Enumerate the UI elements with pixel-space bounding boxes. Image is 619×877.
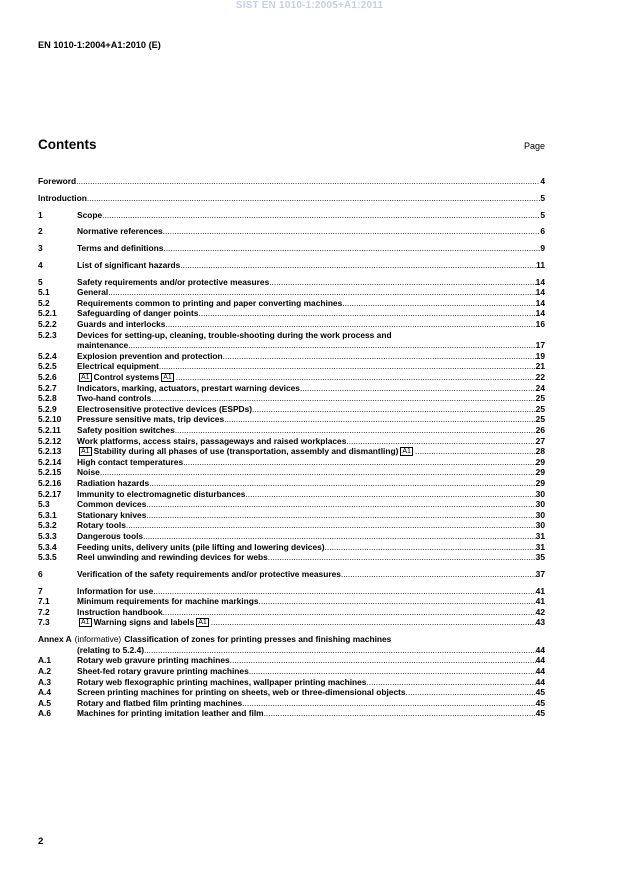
toc-entry[interactable] (38, 393, 545, 404)
toc-entry-page: 11 (536, 259, 545, 270)
dot-leader (183, 457, 536, 468)
dot-leader (415, 446, 536, 457)
toc-entry-title-wrap (77, 489, 536, 500)
toc-entry-page: 22 (535, 372, 545, 383)
toc-entry-page: 25 (535, 414, 545, 425)
dot-leader (151, 393, 535, 404)
toc-entry-title-wrap (77, 446, 536, 457)
toc-entry-title-wrap (77, 586, 536, 597)
dot-leader (325, 542, 536, 553)
toc-entry[interactable] (38, 520, 545, 531)
toc-entry-title: Work platforms, access stairs, passageways and raised workplaces (77, 435, 347, 446)
toc-entry-title-wrap (77, 414, 536, 425)
dot-leader (76, 176, 540, 187)
dot-leader (198, 308, 535, 319)
toc-entry-number: 5.1 (38, 287, 50, 298)
toc-entry-title: Introduction (38, 192, 87, 203)
toc-entry-title-wrap (77, 393, 536, 404)
toc-entry-number: 5.2 (38, 297, 50, 308)
toc-entry-number: 5.2.5 (38, 361, 57, 372)
annex-informative: (informative) (74, 634, 122, 645)
toc-entry[interactable] (38, 193, 545, 204)
toc-entry-title: Noise (77, 467, 100, 478)
dot-leader (264, 708, 536, 719)
toc-entry-page: 14 (535, 308, 545, 319)
toc-entry[interactable] (38, 457, 545, 468)
toc-entry-title-wrap (77, 330, 545, 341)
toc-entry[interactable] (38, 687, 545, 698)
amendment-mark-icon: A1 (402, 448, 411, 456)
toc-entry-page: 25 (535, 403, 545, 414)
toc-entry-page: 30 (535, 509, 545, 520)
toc-entry[interactable] (38, 617, 545, 628)
toc-entry-title (77, 617, 211, 628)
toc-entry-number: A.1 (38, 655, 52, 666)
toc-entry-title: Scope (77, 209, 103, 220)
toc-entry-title: Electrosensitive protective devices (ESPDs) (77, 403, 253, 414)
toc-entry-page: 45 (535, 708, 545, 719)
toc-entry-page: 44 (535, 666, 545, 677)
toc-entry-page: 28 (535, 446, 545, 457)
toc-entry-title: Minimum requirements for machine markings (77, 596, 259, 607)
toc-entry-number: 5.2.6 (38, 372, 57, 383)
toc-entry-title-wrap (77, 260, 536, 271)
toc-entry-number: A.3 (38, 676, 52, 687)
toc-entry-page: 14 (535, 287, 545, 298)
toc-entry[interactable] (38, 478, 545, 489)
toc-entry-title-wrap (77, 569, 536, 580)
toc-entry[interactable] (38, 698, 545, 709)
toc-entry-title: Instruction handbook (77, 606, 163, 617)
toc-entry-number: A.6 (38, 708, 52, 719)
toc-entry-title-wrap (77, 404, 536, 415)
toc-entry-title-wrap (77, 698, 536, 709)
toc-entry-title: List of significant hazards (77, 259, 181, 270)
toc-entry-title: Immunity to electromagnetic disturbances (77, 488, 246, 499)
toc-entry-title: Information for use (77, 585, 154, 596)
toc-entry-page: 24 (535, 382, 545, 393)
dot-leader (146, 510, 535, 521)
toc-entry-page: 5 (540, 192, 545, 203)
dot-leader (366, 677, 535, 688)
toc-entry-title-wrap (77, 499, 536, 510)
toc-entry[interactable] (38, 552, 545, 563)
toc-entry-title-wrap (77, 467, 536, 478)
toc-entry-title: Normative references (77, 226, 163, 237)
toc-entry-title-wrap (77, 677, 536, 688)
toc-entry-page: 37 (535, 568, 545, 579)
toc-entry-title: Dangerous tools (77, 530, 144, 541)
toc-entry-title: Pressure sensitive mats, trip devices (77, 414, 225, 425)
toc-entry-number: 5.2.8 (38, 393, 57, 404)
toc-entry-page: 31 (535, 541, 545, 552)
toc-entry[interactable] (38, 372, 545, 383)
dot-leader (163, 226, 541, 237)
toc-entry-title-wrap (77, 298, 536, 309)
dot-leader (108, 287, 535, 298)
toc-entry-title: Reel unwinding and rewinding devices for webs (77, 552, 268, 563)
toc-entry[interactable] (38, 277, 545, 288)
toc-entry-number: 5.3.1 (38, 509, 57, 520)
toc-entry-title-wrap (77, 277, 536, 288)
dot-leader (176, 372, 536, 383)
toc-entry-number: 5.2.9 (38, 403, 57, 414)
toc-entry[interactable] (38, 414, 545, 425)
page-column-label: Page (523, 141, 545, 151)
toc-entry-number: 5.2.12 (38, 435, 62, 446)
toc-entry-page: 29 (535, 477, 545, 488)
toc-entry-title (77, 372, 176, 383)
toc-entry-title-wrap (77, 687, 536, 698)
toc-entry-title: Feeding units, delivery units (pile lifting and lowering devices) (77, 541, 325, 552)
toc-entry[interactable] (38, 542, 545, 553)
dot-leader (87, 193, 540, 204)
dot-leader (406, 687, 536, 698)
amendment-mark-icon: A1 (198, 619, 207, 627)
toc-entry-page: 26 (535, 425, 545, 435)
toc-entry-number: 5.2.15 (38, 467, 62, 478)
toc-entry-title-wrap (77, 210, 540, 221)
toc-entry-page: 35 (535, 552, 545, 563)
toc-entry[interactable] (38, 586, 545, 597)
toc-entry-page: 29 (535, 456, 545, 467)
dot-leader (211, 617, 536, 628)
toc-entry-number: 5.3.5 (38, 552, 57, 563)
toc-entry[interactable] (38, 425, 545, 436)
dot-leader (249, 666, 536, 677)
dot-leader (163, 607, 536, 618)
toc-entry-title-wrap (77, 617, 536, 628)
toc-entry-page: 25 (535, 393, 545, 404)
toc-entry-title-wrap (77, 319, 536, 330)
watermark: SIST EN 1010-1:2005+A1:2011 (235, 0, 384, 11)
toc-entry-page: 30 (535, 520, 545, 531)
toc-entry[interactable] (38, 499, 545, 510)
toc-entry-title: General (77, 287, 109, 298)
dot-leader (245, 489, 535, 500)
toc-entry-page: 43 (535, 617, 545, 628)
toc-entry[interactable] (38, 569, 545, 580)
toc-entry-number: 5.2.17 (38, 488, 62, 499)
toc-entry-title: Rotary web flexographic printing machines, wallpaper printing machines (77, 676, 367, 687)
toc-entry-title-wrap (77, 478, 536, 489)
toc-entry[interactable] (38, 361, 545, 372)
annex-label: Annex A (38, 634, 72, 645)
dot-leader (269, 277, 535, 288)
toc-entry-title-text: Warning signs and labels (93, 617, 195, 628)
toc-entry-title-text: Stability during all phases of use (transportation, assembly and dismantling) (93, 446, 399, 457)
toc-entry-page: 45 (535, 687, 545, 698)
toc-entry-title (77, 446, 415, 457)
dot-leader (242, 698, 535, 709)
toc-entry-number: 5.2.7 (38, 382, 57, 393)
dot-leader (175, 425, 536, 436)
toc-entry-page: 27 (535, 435, 545, 446)
toc-entry-title: maintenance (77, 340, 129, 351)
amendment-mark-icon: A1 (81, 619, 90, 627)
dot-leader (159, 361, 536, 372)
toc-entry-title-wrap (77, 666, 536, 677)
toc-entry-title: Rotary web gravure printing machines (77, 655, 230, 666)
annex-title: Classification of zones for printing presses and finishing machines (124, 634, 392, 645)
toc-entry-number: 5.3.3 (38, 530, 57, 541)
toc-entry[interactable] (38, 655, 545, 666)
toc-entry-page: 19 (535, 350, 545, 361)
toc-entry-number: A.5 (38, 697, 52, 708)
toc-entry-number: 5.2.2 (38, 319, 57, 330)
toc-entry[interactable] (38, 436, 545, 447)
dot-leader (180, 260, 536, 271)
dot-leader (163, 243, 540, 254)
dot-leader (128, 340, 535, 351)
toc-entry-title-wrap (77, 308, 536, 319)
dot-leader (259, 596, 536, 607)
toc-entry-number: 6 (38, 568, 43, 579)
dot-leader (230, 655, 536, 666)
dot-leader (224, 414, 536, 425)
toc-entry-title-wrap (38, 193, 540, 204)
toc-entry-title: Explosion prevention and protection (77, 350, 223, 361)
toc-entry-title: Screen printing machines for printing on sheets, web or three-dimensional objects (77, 687, 406, 698)
toc-entry[interactable] (38, 351, 545, 362)
toc-entry-title: Safety position switches (77, 425, 175, 435)
toc-entry-number: 5.2.1 (38, 308, 57, 319)
amendment-mark-icon: A1 (81, 374, 90, 382)
toc-entry-title-wrap (77, 287, 536, 298)
toc-entry-title: Indicators, marking, actuators, prestart warning devices (77, 382, 300, 393)
toc-entry[interactable] (38, 607, 545, 618)
dot-leader (300, 383, 536, 394)
toc-entry[interactable] (38, 596, 545, 607)
toc-entry-title-wrap (77, 226, 540, 237)
toc-entry-number: 5.2.10 (38, 414, 62, 425)
toc-entry-title-wrap (77, 457, 536, 468)
toc-entry-number: 2 (38, 226, 43, 237)
toc-entry-page: 6 (540, 226, 545, 237)
toc-entry-title-wrap (77, 243, 540, 254)
contents-title: Contents (38, 137, 97, 152)
toc-entry-number: 5.3 (38, 499, 50, 510)
dot-leader (149, 478, 536, 489)
toc-entry-page: 31 (535, 530, 545, 541)
dot-leader (100, 467, 536, 478)
toc-entry-title-wrap (77, 510, 536, 521)
toc-entry-title-wrap (77, 425, 536, 436)
toc-entry-title-wrap (77, 520, 536, 531)
toc-entry-number: 4 (38, 259, 43, 270)
toc-entry-number: 5.2.14 (38, 456, 62, 467)
toc-entry-title-wrap (77, 372, 536, 383)
toc-entry-title: Stationary knives (77, 509, 147, 520)
toc-entry[interactable] (38, 287, 545, 298)
table-of-contents (38, 176, 545, 719)
toc-entry-page: 14 (535, 297, 545, 308)
toc-entry-number: 5.2.11 (38, 425, 61, 435)
toc-entry-page: 41 (535, 585, 545, 596)
toc-entry[interactable] (38, 298, 545, 309)
dot-leader (126, 520, 536, 531)
toc-entry-title-wrap (77, 542, 536, 553)
annex-heading[interactable] (38, 634, 545, 645)
dot-leader (341, 569, 536, 580)
toc-entry[interactable] (38, 446, 545, 457)
toc-entry-title: Common devices (77, 499, 147, 510)
toc-entry-title-wrap (77, 552, 536, 563)
toc-entry[interactable] (38, 677, 545, 688)
toc-entry-title: Verification of the safety requirements and/or protective measures (77, 568, 341, 579)
toc-entry-title-wrap (77, 436, 536, 447)
toc-entry-title: Rotary and flatbed film printing machines (77, 697, 243, 708)
amendment-mark-icon: A1 (81, 448, 90, 456)
toc-entry-page: 44 (535, 644, 545, 655)
page-number: 2 (38, 836, 44, 847)
dot-leader (144, 645, 536, 656)
toc-entry-title-wrap (77, 340, 536, 351)
toc-entry[interactable] (38, 319, 545, 330)
dot-leader (153, 586, 535, 597)
toc-entry-title-wrap (77, 607, 536, 618)
annex-heading-cont[interactable] (38, 645, 545, 656)
toc-entry-title: Safeguarding of danger points (77, 308, 199, 319)
toc-entry-number: A.4 (38, 687, 52, 698)
toc-entry[interactable] (38, 176, 545, 187)
toc-entry[interactable] (38, 708, 545, 719)
toc-entry-title: Radiation hazards (77, 477, 150, 488)
toc-entry[interactable] (38, 666, 545, 677)
dot-leader (342, 298, 535, 309)
dot-leader (102, 210, 540, 221)
toc-entry-title-wrap (77, 708, 536, 719)
toc-entry-number: 5.2.4 (38, 350, 57, 361)
toc-entry[interactable] (38, 383, 545, 394)
annex-title-cont: (relating to 5.2.4) (77, 644, 145, 655)
toc-entry-title: Requirements common to printing and paper converting machines (77, 297, 343, 308)
toc-entry-page: 30 (535, 499, 545, 510)
dot-leader (268, 552, 536, 563)
toc-entry-page: 9 (540, 243, 545, 254)
toc-entry[interactable] (38, 510, 545, 521)
toc-entry-title: Guards and interlocks (77, 319, 166, 330)
toc-entry-title-wrap (77, 361, 536, 372)
toc-entry[interactable] (38, 226, 545, 237)
dot-leader (252, 404, 536, 415)
toc-entry-number: 5.3.4 (38, 541, 57, 552)
toc-entry-title: Foreword (38, 176, 77, 186)
toc-entry-title: Devices for setting-up, cleaning, trouble-shooting during the work process and (77, 329, 392, 340)
toc-entry-number: 7 (38, 585, 43, 596)
toc-entry-title-wrap (77, 531, 536, 542)
toc-entry-page: 17 (535, 340, 545, 351)
toc-entry-number: 5.3.2 (38, 520, 57, 531)
toc-entry-title-wrap (77, 645, 536, 656)
toc-entry[interactable] (38, 330, 545, 341)
toc-entry-page: 42 (535, 606, 545, 617)
toc-entry[interactable] (38, 243, 545, 254)
toc-entry[interactable] (38, 531, 545, 542)
toc-entry-number: 5 (38, 276, 43, 287)
toc-entry[interactable] (38, 308, 545, 319)
toc-entry-number: A.2 (38, 666, 52, 677)
toc-entry-title: Machines for printing imitation leather and film (77, 708, 264, 719)
toc-entry-page: 5 (540, 209, 545, 220)
amendment-mark-icon: A1 (163, 374, 172, 382)
toc-entry[interactable] (38, 260, 545, 271)
toc-entry[interactable] (38, 210, 545, 221)
toc-entry-title: High contact temperatures (77, 456, 184, 467)
toc-entry-page: 45 (535, 697, 545, 708)
toc-entry-page: 29 (535, 467, 545, 478)
toc-entry-number: 7.2 (38, 606, 50, 617)
toc-entry-title-wrap (77, 351, 536, 362)
toc-entry-title: Sheet-fed rotary gravure printing machines (77, 666, 249, 677)
dot-leader (146, 499, 535, 510)
toc-entry-number: 5.2.16 (38, 477, 62, 488)
toc-entry[interactable] (38, 467, 545, 478)
toc-entry-page: 44 (535, 676, 545, 687)
toc-entry-page: 30 (535, 488, 545, 499)
dot-leader (143, 531, 536, 542)
dot-leader (165, 319, 535, 330)
document-header: EN 1010-1:2004+A1:2010 (E) (38, 40, 161, 50)
toc-entry-title-wrap (77, 383, 536, 394)
toc-entry-title: Terms and definitions (77, 243, 164, 254)
toc-entry[interactable] (38, 340, 545, 351)
toc-entry-title-text: Control systems (93, 372, 160, 383)
toc-entry-title: Electrical equipment (77, 361, 159, 372)
toc-entry-title-wrap (38, 176, 540, 187)
toc-entry-number: 5.2.3 (38, 329, 57, 340)
toc-entry[interactable] (38, 404, 545, 415)
toc-entry-page: 44 (535, 655, 545, 666)
toc-entry-page: 16 (535, 319, 545, 330)
dot-leader (346, 436, 535, 447)
toc-entry-number: 7.3 (38, 617, 50, 628)
toc-entry-page: 41 (535, 596, 545, 607)
toc-entry-title: Two-hand controls (77, 393, 152, 404)
toc-entry-number: 1 (38, 209, 43, 220)
toc-entry-title-wrap (77, 655, 536, 666)
toc-entry-number: 7.1 (38, 596, 50, 607)
toc-entry-number: 3 (38, 243, 43, 254)
toc-entry-title-wrap (77, 596, 536, 607)
toc-entry-page: 4 (540, 176, 545, 186)
toc-entry-title: Rotary tools (77, 520, 126, 531)
toc-entry-number: 5.2.13 (38, 446, 62, 457)
toc-entry-title: Safety requirements and/or protective measures (77, 276, 270, 287)
toc-entry-page: 14 (535, 276, 545, 287)
dot-leader (223, 351, 536, 362)
toc-entry[interactable] (38, 489, 545, 500)
toc-entry-page: 21 (535, 361, 545, 372)
